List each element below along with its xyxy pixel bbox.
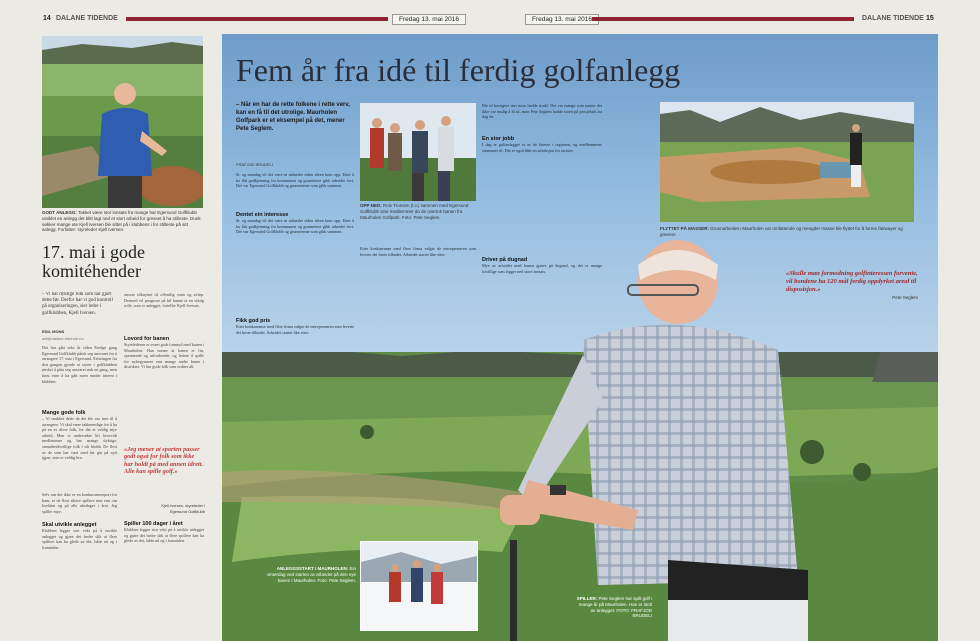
- left-body-intro: Det har gått seks år siden Eredge gang Egersund Golfklubb påtok seg ansvaret for å arrangere 17. mai i Egersund. Erfaringen fra den gangen gjorde at styret i golfklubben ønsket å påta seg ansvaret nok en gang, men først etter å ha gått noen runder internt i klubben.: [42, 345, 117, 384]
- left-email: adt@dalane-tidende.no: [42, 336, 84, 341]
- right-photo-landscape-caption-text: Grunnarbeidet i Maurholen var omfattende og mengder masse ble flyttet for å forme fairwayer og greener.: [660, 226, 903, 237]
- left-subhead-1: Mange gode folk: [42, 410, 86, 416]
- right-subhead-1: Dentet ein interesse: [236, 212, 289, 218]
- left-col2-body-3: Klubben legger stor vekt på å utvikle anlegget og gjøre det bedre slik at flere spillere kan ha glede av det, både nå og i framtiden.: [124, 527, 204, 544]
- left-body-1: – Vi snakket dette da det ble oss mer til å arrangere. Vi skal være takknemlige for å ha på en av disse folk, for det er veldig mye arbeid. Men vi undersøkte litt hvorvidt medlemmer og har mange dyktige, samarbeidsvillige folk i vår klubb. De flest av de som har vært med før går på nytt igjen, som er veldig bra.: [42, 416, 117, 461]
- right-header-rule: [592, 17, 854, 21]
- left-photo-caption: [42, 210, 203, 234]
- left-lead: – Vi har dyktige folk som har gjort dette før. Derfor har vi god kontroll på organiseringen, sier leder i golfklubben, Kjell Iversen.: [42, 292, 113, 316]
- left-col2-subhead-2: Spiller 100 dager i året: [124, 521, 183, 527]
- left-col2-subhead: Lovord for banen: [124, 336, 170, 342]
- right-col1-body-2: St. og mandag vil det være ni måneder siden ideen kom opp. Etter å ha fått godkjenning fra kommunen og grunneiere gikk arbeidet fort. Det var Egersund Golfklubb og grunneierne som gikk sammen.: [236, 218, 354, 235]
- right-portrait-photo: [488, 240, 818, 641]
- right-photo-snow: [360, 541, 478, 631]
- left-col2-body-1: ansvar tilknyttet til offentlig vann og avløp. Dermed vil prognose på bil kunne ta en viktig rolle, som er anlegget, forteller Kjell Iversen.: [124, 292, 204, 309]
- right-photo-group-caption-text: Rolv Tronsen (t.v.) sammen med Egersund Golfklubb sine medlemmer da de overtok banen fra Maurholen Golfpark. Foto: Pete Seglem.: [360, 203, 469, 220]
- right-photo-group: [360, 103, 476, 201]
- right-photo-landscape-caption-lead: FLYTTET PÅ MASSER:: [660, 226, 709, 231]
- right-col3-body: Ble til hastigere enn noen hadde trodd. Det var mange som mente det ikke var mulig å få til, men Pete Seglem hadde troen på prosjektet fra dag én.: [482, 103, 602, 120]
- right-photo-snow-caption: [258, 566, 356, 612]
- right-pull-quote: «Skulle man formodning golfinteressen forvente, vil bondene ha 120 mål ferdig oppdyrket areal til disposisjon.»: [786, 270, 918, 293]
- right-photo-landscape: [660, 102, 914, 222]
- left-byline: [42, 329, 117, 335]
- left-pull-quote-source: Kjell Iversen, styreleder i Egersund Golfklubb: [161, 503, 205, 514]
- right-pull-quote-source: Pete Seglem: [892, 295, 918, 300]
- left-body-3: Klubben legger stor vekt på å utvikle anlegget og gjøre det bedre slik at flere spillere kan ha glede av det, både nå og i framtiden.: [42, 528, 117, 550]
- right-photo-snow-caption-lead: ANLEGGSSTART I MAURHOLEN:: [276, 566, 349, 571]
- right-lead: – Når en har de rette folkene i rette verv, kan en få til det utrolige. Maurholen Golfpark er et eksempel på det, mener Pete Seglem.: [236, 102, 350, 132]
- right-col3-body-3: Mye av arbeidet med banen gjøres på dugnad, og det er mange frivillige som legger ned store innsats.: [482, 263, 602, 274]
- left-pull-quote: «Jeg mener at sporten passer godt også for folk som ikke har holdt på med annen idrett. Alle kan spille golf.»: [124, 446, 204, 476]
- right-header-section: DALANE TIDENDE: [862, 15, 924, 22]
- left-header-rule: [126, 17, 388, 21]
- right-subhead-4: Driver på dugnad: [482, 257, 528, 263]
- right-photo-snow-caption-text: Ein vinterdag ved starten av arbeidet på den nye banen i Maurholen. Foto: Pete Seglem.: [266, 566, 356, 583]
- right-page-number: 15: [926, 15, 934, 22]
- left-header-section: DALANE TIDENDE: [56, 15, 118, 22]
- left-photo-caption-lead: GODT ANLEGG:: [42, 210, 77, 215]
- left-photo-caption-text: Takket være stor innsats fra mange har Egersund Golfklubb utviklet en anlegg det blitt lagt ned et stort arbeid for gresset å ha stilleste. Dunk søkker mange ute Kjell Iversen ble sittet på i klubbens i for stilleste på sitt anlegg. Forfatter: styreleder Kjell Iversen.: [42, 210, 201, 233]
- left-body-2: Selv om det ikke er en konkurransesport for ham, er de flest aktive spillere mer enn om kvelden og på alle ukedager i året. Jeg spiller mye.: [42, 492, 117, 514]
- right-main-photo-caption: [576, 596, 652, 632]
- left-col2-body-2: Styrelederen er svært godt fornøyd med banen i Maurholen. Han mener at banen er fin, spennende og utfordrende, og lettere å spille for nybegynnere enn mange andre baner i distriktet. Vi har gode folk som ordner alt.: [124, 342, 204, 370]
- left-subhead-3: Skal utvikle anlegget: [42, 522, 97, 528]
- right-photo-group-caption-lead: OPP NED:: [360, 203, 382, 208]
- left-headline: 17. mai i gode komitéhender: [42, 242, 145, 281]
- right-main-photo-caption-lead: SPILLER:: [576, 596, 598, 601]
- right-main-photo-caption-text: Pete Seglem har spilt golf i mange år på Maurholen. Han er stolt av anlegget. FOTO: FRAFJOD BRUDELI: [578, 596, 652, 619]
- right-headline: Fem år fra idé til ferdig golfanlegg: [236, 52, 681, 88]
- right-col3-body-2: I dag er golfanlegget et av de fineste i regionen, og medlemmene strømmer til. Det er også blitt en attraksjon for turister.: [482, 142, 602, 153]
- left-header-date: Fredag 13. mai 2016: [392, 14, 466, 25]
- left-page-number: 14: [43, 15, 51, 22]
- left-byline-name: EDIL MONS: [42, 329, 65, 334]
- right-col1-body: St. og mandag vil det være ni måneder siden ideen kom opp. Etter å ha fått godkjenning fra kommunen og grunneiere gikk arbeidet fort. Det var Egersund Golfklubb og grunneierne som gikk sammen.: [236, 172, 354, 189]
- right-subhead-2: Fikk god pris: [236, 318, 271, 324]
- right-col1-body-3: Etter konkurranse med flere firma valgte de entreprenøren som leverte det beste tilbudet. Arbeidet startet like etter.: [236, 324, 354, 335]
- right-byline: FRAFJOD BRUDELI: [236, 162, 273, 167]
- right-header-date: Fredag 13. mai 2016: [525, 14, 599, 25]
- right-col2-body: Etter konkurranse med flere firma valgte de entreprenøren som leverte det beste tilbudet. Arbeidet startet like etter.: [360, 246, 476, 257]
- left-photo-golfer: [42, 36, 203, 208]
- right-subhead-3: En stor jobb: [482, 136, 515, 142]
- right-photo-group-caption: [360, 203, 476, 243]
